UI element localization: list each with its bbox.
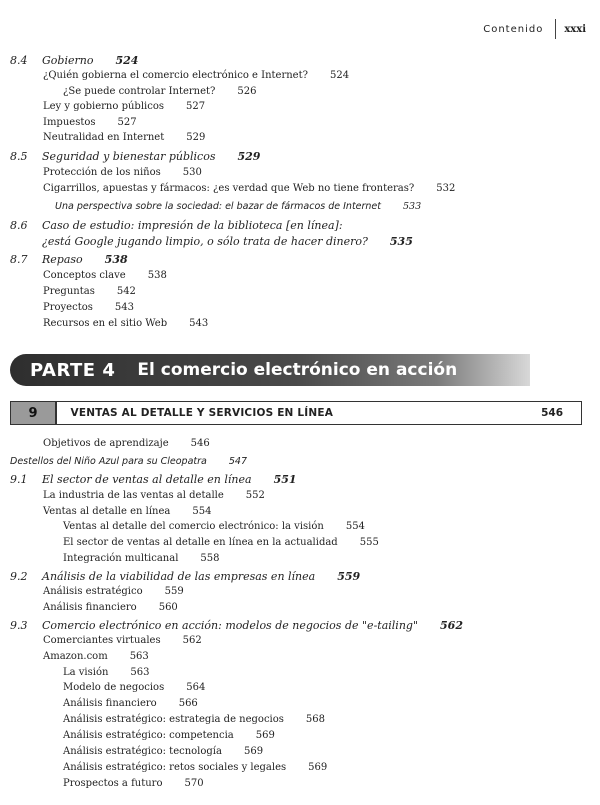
page-header [483, 20, 586, 38]
toc-entry-title: Ley y gobierno públicos [43, 101, 164, 112]
toc-entry [43, 601, 178, 614]
toc-entry-page: 547 [228, 456, 248, 467]
toc-entry-page: 529 [186, 132, 206, 143]
toc-entry [43, 166, 202, 179]
toc-entry-title: Análisis estratégico: retos sociales y legales [63, 762, 287, 773]
toc-entry-page: 563 [129, 651, 149, 662]
toc-entry-title: Destellos del Niño Azul para su Cleopatra [10, 456, 207, 467]
toc-entry-page: 524 [115, 54, 139, 67]
toc-section-entry [10, 473, 297, 486]
toc-section-entry [10, 253, 128, 266]
toc-entry [63, 520, 365, 533]
toc-entry-page: 570 [184, 778, 204, 789]
toc-entry-title: Cigarrillos, apuestas y fármacos: ¿es verdad que Web no tiene fronteras? [43, 183, 415, 194]
toc-entry-page: 569 [255, 730, 275, 741]
toc-entry-title: Análisis financiero [43, 602, 137, 613]
toc-entry-title: Comerciantes virtuales [43, 635, 161, 646]
toc-entry-page: 562 [182, 635, 202, 646]
toc-section-number: 9.1 [10, 473, 28, 486]
toc-entry-page: 568 [305, 714, 325, 725]
toc-entry-page: 559 [337, 570, 361, 583]
toc-entry [43, 301, 134, 314]
toc-section-number: 9.3 [10, 619, 28, 632]
toc-entry-title: Prospectos a futuro [63, 778, 163, 789]
toc-entry [63, 713, 325, 726]
toc-entry [63, 729, 275, 742]
toc-entry [43, 269, 167, 282]
toc-entry-title: Protección de los niños [43, 167, 161, 178]
toc-entry [63, 697, 198, 710]
toc-entry [43, 100, 205, 113]
chapter-title: VENTAS AL DETALLE Y SERVICIOS EN LÍNEA [70, 407, 334, 419]
toc-entry-title: La visión [63, 667, 109, 678]
toc-entry-page: 554 [192, 506, 212, 517]
toc-entry-page: 532 [436, 183, 456, 194]
toc-entry-title: Objetivos de aprendizaje [43, 438, 169, 449]
toc-entry-title: Amazon.com [43, 651, 108, 662]
toc-entry-page: 559 [164, 586, 184, 597]
toc-entry-page: 558 [200, 553, 220, 564]
toc-entry-title: Análisis estratégico: tecnología [63, 746, 222, 757]
toc-section-number: 8.4 [10, 54, 28, 67]
header-divider [555, 19, 556, 39]
toc-entry [43, 505, 211, 518]
toc-section-entry [10, 150, 260, 163]
part-title: El comercio electrónico en acción [137, 360, 458, 380]
toc-entry-title: Análisis estratégico [43, 586, 143, 597]
toc-entry-title: Una perspectiva sobre la sociedad: el bazar de fármacos de Internet [55, 201, 382, 212]
toc-entry-title: La industria de las ventas al detalle [43, 490, 224, 501]
toc-entry-page: 555 [359, 537, 379, 548]
toc-entry-page: 569 [308, 762, 328, 773]
toc-entry [10, 455, 247, 468]
toc-entry-page: 543 [114, 302, 134, 313]
toc-entry-page: 526 [237, 86, 257, 97]
toc-entry [43, 116, 137, 129]
toc-entry-title: Seguridad y bienestar públicos [42, 150, 216, 163]
toc-entry [43, 285, 136, 298]
chapter-divider [55, 402, 57, 424]
toc-entry-page: 524 [329, 70, 350, 81]
toc-entry-page: 530 [182, 167, 202, 178]
toc-entry-title: Conceptos clave [43, 270, 126, 281]
toc-entry-page: 551 [273, 473, 297, 486]
toc-entry-page: 563 [130, 667, 150, 678]
toc-entry-page: 542 [116, 286, 136, 297]
toc-entry-title: El sector de ventas al detalle en línea en la actualidad [63, 537, 338, 548]
toc-entry [63, 745, 263, 758]
toc-entry-title: Análisis estratégico: estrategia de negocios [63, 714, 284, 725]
toc-entry-page: 527 [117, 117, 137, 128]
toc-entry [63, 761, 327, 774]
toc-entry-title: Análisis estratégico: competencia [63, 730, 234, 741]
toc-entry-title: Análisis de la viabilidad de las empresas en línea [42, 570, 316, 583]
toc-entry [43, 131, 205, 144]
toc-entry-page: 546 [190, 438, 210, 449]
toc-entry-page: 562 [440, 619, 463, 632]
toc-entry-page: 543 [189, 318, 209, 329]
toc-section-entry [10, 54, 138, 67]
toc-entry [43, 182, 455, 195]
toc-entry-title: Caso de estudio: impresión de la biblioteca [en línea]: [42, 219, 343, 232]
toc-entry-page: 564 [186, 682, 206, 693]
toc-entry [63, 536, 379, 549]
toc-section-number: 8.5 [10, 150, 28, 163]
toc-entry-title: Gobierno [42, 54, 94, 67]
toc-entry [43, 489, 265, 502]
toc-entry-title: Proyectos [43, 302, 93, 313]
chapter-page: 546 [541, 407, 563, 419]
toc-entry-title: Preguntas [43, 286, 95, 297]
toc-entry [63, 85, 257, 98]
toc-entry-title: Modelo de negocios [63, 682, 165, 693]
toc-section-entry [10, 570, 360, 583]
toc-entry-title: ¿está Google jugando limpio, o sólo trata de hacer dinero? [42, 235, 368, 248]
toc-entry-title: Análisis financiero [63, 698, 157, 709]
toc-entry [43, 634, 202, 647]
toc-entry-page: 538 [147, 270, 167, 281]
toc-entry-page: 538 [104, 253, 128, 266]
toc-entry [43, 437, 210, 450]
toc-entry-page: 535 [389, 235, 413, 248]
chapter-heading [10, 401, 582, 425]
toc-entry-title: Ventas al detalle del comercio electrónico: la visión [63, 521, 324, 532]
toc-entry-title: ¿Se puede controlar Internet? [63, 86, 216, 97]
toc-entry-page: 527 [185, 101, 206, 112]
toc-entry-title: Neutralidad en Internet [43, 132, 165, 143]
toc-entry-title: Ventas al detalle en línea [43, 506, 171, 517]
toc-entry-page: 529 [237, 150, 261, 163]
toc-section-number: 9.2 [10, 570, 28, 583]
chapter-number: 9 [11, 402, 55, 424]
toc-entry [63, 666, 150, 679]
page-number: xxxi [564, 23, 586, 35]
part-banner [10, 354, 530, 386]
toc-entry [63, 552, 220, 565]
toc-entry-title: El sector de ventas al detalle en línea [42, 473, 252, 486]
toc-entry-page: 554 [345, 521, 365, 532]
toc-entry [43, 650, 149, 663]
toc-section-number: 8.7 [10, 253, 28, 266]
toc-entry-page: 569 [243, 746, 264, 757]
toc-entry [43, 69, 349, 82]
header-label: Contenido [483, 23, 544, 35]
toc-entry-title: Comercio electrónico en acción: modelos de negocios de "e-tailing" [42, 619, 419, 632]
toc-entry-page: 552 [245, 490, 265, 501]
toc-entry [55, 200, 421, 213]
toc-entry-page: 566 [178, 698, 198, 709]
toc-entry-title: ¿Quién gobierna el comercio electrónico e Internet? [43, 70, 308, 81]
toc-entry-page: 533 [403, 201, 422, 212]
toc-entry [43, 317, 208, 330]
toc-entry-title: Recursos en el sitio Web [43, 318, 168, 329]
toc-entry-title: Integración multicanal [63, 553, 179, 564]
toc-section-entry [10, 219, 343, 232]
toc-section-number: 8.6 [10, 219, 28, 232]
toc-entry-page: 560 [158, 602, 178, 613]
toc-entry-title: Repaso [42, 253, 83, 266]
part-label: PARTE 4 [30, 359, 116, 381]
toc-entry [63, 681, 205, 694]
toc-entry [63, 777, 204, 790]
toc-section-entry [10, 619, 463, 632]
toc-entry-title: Impuestos [43, 117, 96, 128]
toc-entry [43, 585, 184, 598]
toc-section-entry [42, 235, 413, 248]
